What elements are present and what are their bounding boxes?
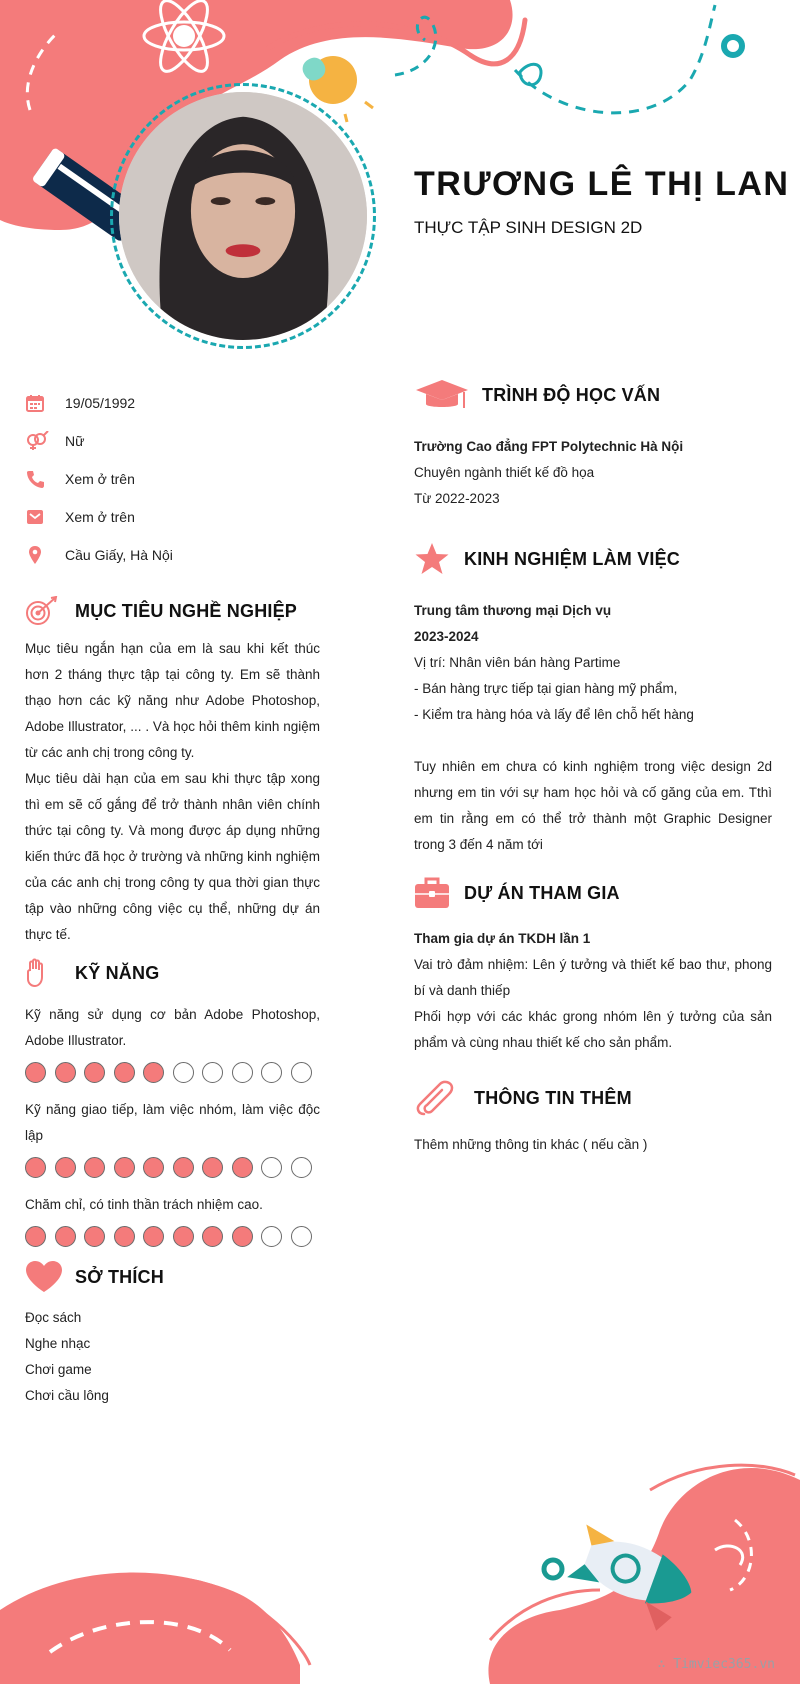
rating-dot-empty: [261, 1226, 282, 1247]
phone-icon: [25, 469, 65, 489]
hobby-item: Chơi game: [25, 1362, 92, 1377]
extra-info-section: [414, 1078, 772, 1158]
rating-dot-empty: [261, 1062, 282, 1083]
projects-section: [414, 876, 772, 1056]
extra-info-text: Thêm những thông tin khác ( nếu cần ): [414, 1137, 648, 1152]
rating-dot-filled: [143, 1062, 164, 1083]
hobby-item: Đọc sách: [25, 1310, 82, 1325]
project-detail: Phối hợp với các khác grong nhóm lên ý tưởng của sản phẩm và cùng nhau thiết kế cho sản phẩm.: [414, 1009, 772, 1050]
rating-dot-filled: [25, 1157, 46, 1178]
career-goal-long-term: Mục tiêu dài hạn của em sau khi thực tập xong thì em sẽ cố gắng để trở thành nhân viên chính thức tại công ty. Và mong được áp dụng những kiến thức đã học ở trường và những kinh nghiệm của các anh chị trong công ty qua thời gian thực tập vào những công việc cụ thể, những dự án thực tế.: [25, 771, 320, 942]
profile-photo: [119, 92, 367, 340]
skill-item: [25, 1097, 320, 1178]
rating-dot-filled: [55, 1157, 76, 1178]
project-name: Tham gia dự án TKDH lần 1: [414, 931, 591, 946]
footer-decoration: [0, 1440, 800, 1684]
career-goal-short-term: Mục tiêu ngắn hạn của em là sau khi kết thúc hơn 2 tháng thực tập tại công ty. Em sẽ thành thạo hơn các kỹ năng như Adobe Photoshop, Adobe Illustrator, ... . Và học hỏi thêm kinh ngiệm từ các anh chị trong công ty.: [25, 641, 320, 760]
skills-section: [25, 958, 320, 1247]
watermark: ∴ Timviec365.vn: [657, 1657, 775, 1672]
rating-dot-empty: [291, 1062, 312, 1083]
rating-dot-filled: [143, 1157, 164, 1178]
rating-dot-filled: [114, 1226, 135, 1247]
heart-icon: [25, 1261, 75, 1293]
rating-dot-empty: [291, 1226, 312, 1247]
gender-icon: [25, 431, 65, 451]
email-icon: [25, 507, 65, 527]
left-column: [25, 384, 320, 1409]
experience-line: - Kiểm tra hàng hóa và lấy để lên chỗ hết hàng: [414, 707, 694, 722]
education-title: TRÌNH ĐỘ HỌC VẤN: [482, 384, 661, 405]
candidate-name: TRƯƠNG LÊ THỊ LAN: [414, 165, 790, 203]
skill-description: Kỹ năng giao tiếp, làm việc nhóm, làm việc độc lập: [25, 1102, 320, 1143]
contact-text: Xem ở trên: [65, 471, 135, 487]
rating-dot-filled: [25, 1062, 46, 1083]
graduation-cap-icon: [414, 378, 482, 412]
hobby-item: Nghe nhạc: [25, 1336, 91, 1351]
target-icon: [25, 596, 75, 626]
contact-item-phone: [25, 460, 320, 498]
rating-dot-filled: [84, 1226, 105, 1247]
rating-dot-empty: [291, 1157, 312, 1178]
education-major: Chuyên ngành thiết kế đồ họa: [414, 465, 595, 480]
rating-dot-filled: [84, 1157, 105, 1178]
job-title: THỰC TẬP SINH DESIGN 2D: [414, 218, 643, 237]
contact-text: Xem ở trên: [65, 509, 135, 525]
education-period: Từ 2022-2023: [414, 491, 500, 506]
hobbies-section: [25, 1261, 320, 1409]
contact-text: Nữ: [65, 433, 85, 449]
rating-dot-empty: [173, 1062, 194, 1083]
hand-icon: [25, 958, 75, 988]
contact-item-birthday: [25, 384, 320, 422]
experience-section: [414, 542, 772, 858]
contact-item-gender: [25, 422, 320, 460]
career-goal-title: MỤC TIÊU NGHỀ NGHIỆP: [75, 600, 298, 621]
calendar-icon: [25, 393, 65, 413]
paperclip-icon: [414, 1078, 474, 1118]
profile-photo-frame: [110, 83, 376, 349]
experience-period: 2023-2024: [414, 629, 479, 644]
rating-dot-filled: [232, 1226, 253, 1247]
education-section: [414, 378, 772, 512]
location-pin-icon: [25, 545, 65, 565]
experience-line: - Bán hàng trực tiếp tại gian hàng mỹ phẩm,: [414, 681, 678, 696]
experience-company: Trung tâm thương mại Dịch vụ: [414, 603, 612, 618]
star-icon: [414, 542, 464, 576]
contact-text: 19/05/1992: [65, 395, 136, 411]
education-school: Trường Cao đẳng FPT Polytechnic Hà Nội: [414, 439, 684, 454]
contact-item-address: [25, 536, 320, 574]
rating-dot-empty: [232, 1062, 253, 1083]
rating-dot-filled: [173, 1226, 194, 1247]
skill-item: [25, 1002, 320, 1083]
contact-text: Cầu Giấy, Hà Nội: [65, 547, 173, 563]
hobbies-title: SỞ THÍCH: [75, 1266, 164, 1287]
project-role: Vai trò đảm nhiệm: Lên ý tưởng và thiết kế bao thư, phong bí và danh thiếp: [414, 957, 772, 998]
rating-dot-filled: [25, 1226, 46, 1247]
rating-dot-filled: [202, 1157, 223, 1178]
rating-dot-empty: [202, 1062, 223, 1083]
skill-rating: [25, 1157, 320, 1178]
rating-dot-filled: [114, 1157, 135, 1178]
skill-description: Kỹ năng sử dụng cơ bản Adobe Photoshop, Adobe Illustrator.: [25, 1007, 320, 1048]
rating-dot-filled: [173, 1157, 194, 1178]
rating-dot-filled: [232, 1157, 253, 1178]
contact-list: [25, 384, 320, 574]
rating-dot-filled: [143, 1226, 164, 1247]
skill-item: [25, 1192, 320, 1247]
skill-rating: [25, 1062, 320, 1083]
projects-title: DỰ ÁN THAM GIA: [464, 882, 620, 903]
rating-dot-filled: [202, 1226, 223, 1247]
skill-rating: [25, 1226, 320, 1247]
rating-dot-filled: [55, 1062, 76, 1083]
extra-info-title: THÔNG TIN THÊM: [474, 1087, 632, 1108]
right-column: [414, 378, 772, 1158]
experience-line: Vị trí: Nhân viên bán hàng Partime: [414, 655, 621, 670]
rating-dot-filled: [55, 1226, 76, 1247]
rating-dot-empty: [261, 1157, 282, 1178]
contact-item-email: [25, 498, 320, 536]
rating-dot-filled: [114, 1062, 135, 1083]
rating-dot-filled: [84, 1062, 105, 1083]
skill-description: Chăm chỉ, có tinh thần trách nhiệm cao.: [25, 1197, 263, 1212]
hobby-item: Chơi cầu lông: [25, 1388, 109, 1403]
briefcase-icon: [414, 876, 464, 910]
skills-title: KỸ NĂNG: [75, 962, 160, 983]
experience-note: Tuy nhiên em chưa có kinh nghiệm trong việc design 2d nhưng em tin với sự ham học hỏi và cố găng của em. Tthì em tin rằng em có thể trở thành một Graphic Designer trong 3 đến 4 năm tới: [414, 759, 772, 852]
career-goal-section: [25, 596, 320, 948]
experience-title: KINH NGHIỆM LÀM VIỆC: [464, 548, 681, 569]
